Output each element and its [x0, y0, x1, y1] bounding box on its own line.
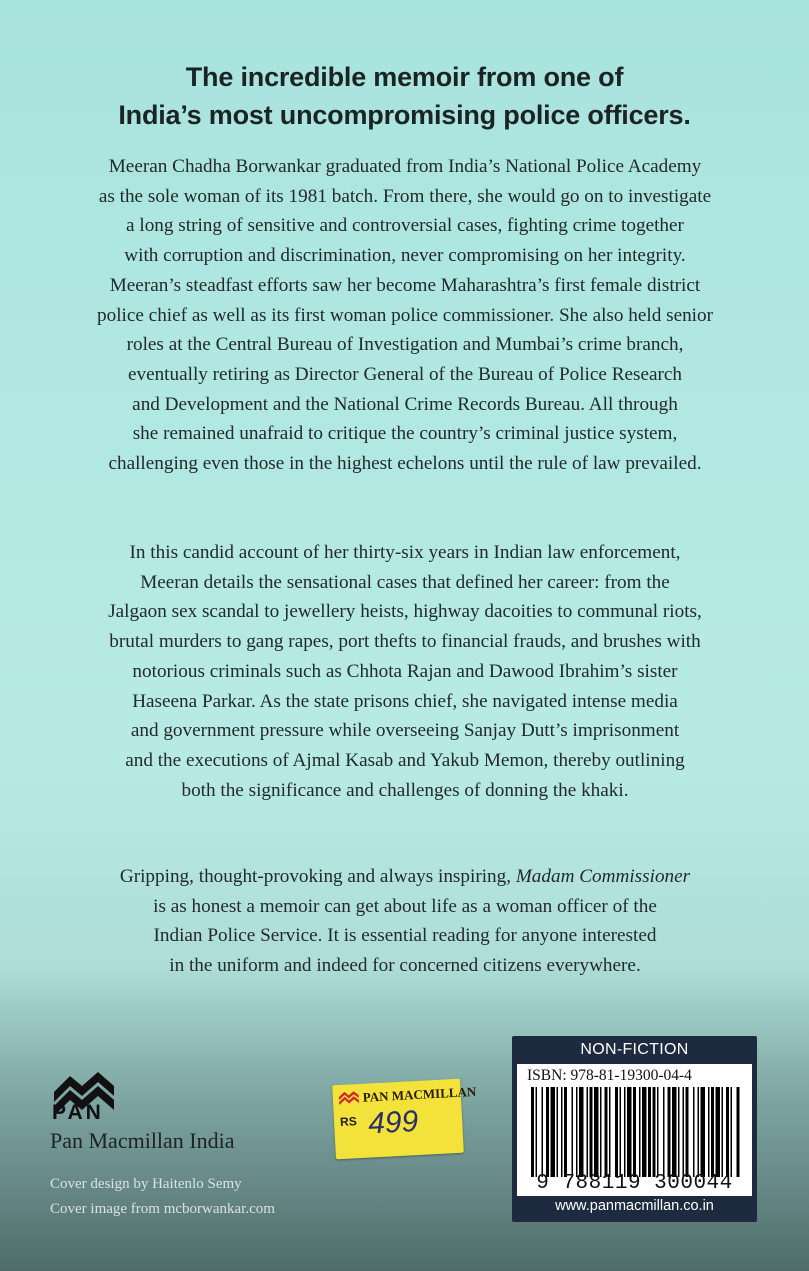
- pan-flag-icon: [339, 1091, 360, 1105]
- blurb-paragraph-1: [40, 152, 770, 479]
- blurb-paragraph-2: [40, 538, 770, 805]
- blurb-line: In this candid account of her thirty-six years in Indian law enforcement,: [129, 542, 681, 563]
- sticker-currency: RS: [339, 1114, 358, 1130]
- publisher-website: www.panmacmillan.co.in: [555, 1198, 714, 1214]
- sticker-price: 499: [367, 1104, 420, 1141]
- blurb-line-prefix: Gripping, thought-provoking and always inspiring,: [119, 866, 512, 887]
- blurb-line: both the significance and challenges of donning the khaki.: [181, 779, 629, 801]
- headline-line-2: India’s most uncompromising police officers.: [118, 100, 691, 130]
- publisher-name: Pan Macmillan India: [50, 1128, 235, 1153]
- blurb-line: and the executions of Ajmal Kasab and Yakub Memon, thereby outlining: [125, 749, 685, 771]
- blurb-line: Jalgaon sex scandal to jewellery heists, highway dacoities to communal riots,: [108, 601, 702, 623]
- blurb-line: a long string of sensitive and controversial cases, fighting crime together: [126, 215, 684, 237]
- book-title: Madam Commissioner: [515, 866, 691, 887]
- blurb-line: roles at the Central Bureau of Investigation and Mumbai’s crime branch,: [126, 334, 684, 356]
- blurb-line: Meeran’s steadfast efforts saw her become Maharashtra’s first female district: [109, 274, 701, 296]
- blurb-line: and government pressure while overseeing Sanjay Dutt’s imprisonment: [130, 720, 680, 742]
- blurb-line: and Development and the National Crime Records Bureau. All through: [132, 393, 678, 415]
- cover-design-credit: Cover design by Haitenlo Semy: [50, 1176, 242, 1192]
- barcode-panel: [512, 1036, 757, 1222]
- blurb-line: Meeran Chadha Borwankar graduated from India’s National Police Academy: [108, 156, 702, 177]
- barcode-number: 9 788119 300044: [536, 1172, 733, 1195]
- blurb-line: is as honest a memoir can get about life as a woman officer of the: [153, 895, 657, 917]
- blurb-line: Indian Police Service. It is essential reading for anyone interested: [153, 925, 657, 947]
- isbn-text: ISBN: 978-81-19300-04-4: [527, 1067, 692, 1084]
- blurb-line: with corruption and discrimination, never compromising on her integrity.: [124, 245, 686, 267]
- pan-logo-word: PAN: [52, 1101, 104, 1124]
- blurb-line: notorious criminals such as Chhota Rajan and Dawood Ibrahim’s sister: [132, 660, 678, 682]
- blurb-line: Meeran details the sensational cases that defined her career: from the: [140, 571, 670, 593]
- blurb-line: eventually retiring as Director General of the Bureau of Police Research: [127, 363, 683, 385]
- sticker-brand: PAN MACMILLAN: [362, 1083, 477, 1105]
- blurb-line: in the uniform and indeed for concerned citizens everywhere.: [169, 955, 641, 977]
- barcode-area: [517, 1064, 752, 1196]
- blurb-line: she remained unafraid to critique the country’s criminal justice system,: [132, 423, 678, 445]
- barcode-icon: [531, 1087, 741, 1177]
- genre-label: NON-FICTION: [580, 1041, 689, 1058]
- blurb-line: Haseena Parkar. As the state prisons chief, she navigated intense media: [132, 690, 678, 712]
- cover-image-credit: Cover image from mcborwankar.com: [50, 1201, 275, 1217]
- back-cover-headline: [0, 58, 809, 134]
- blurb-line: [40, 862, 770, 892]
- blurb-line: as the sole woman of its 1981 batch. From there, she would go on to investigate: [98, 185, 712, 207]
- blurb-line: challenging even those in the highest echelons until the rule of law prevailed.: [108, 453, 702, 475]
- blurb-paragraph-3: [40, 862, 770, 981]
- blurb-line: brutal murders to gang rapes, port thefts to financial frauds, and brushes with: [109, 631, 701, 653]
- headline-line-1: The incredible memoir from one of: [185, 62, 624, 92]
- blurb-line: police chief as well as its first woman police commissioner. She also held senior: [97, 304, 713, 326]
- price-sticker: [332, 1079, 477, 1160]
